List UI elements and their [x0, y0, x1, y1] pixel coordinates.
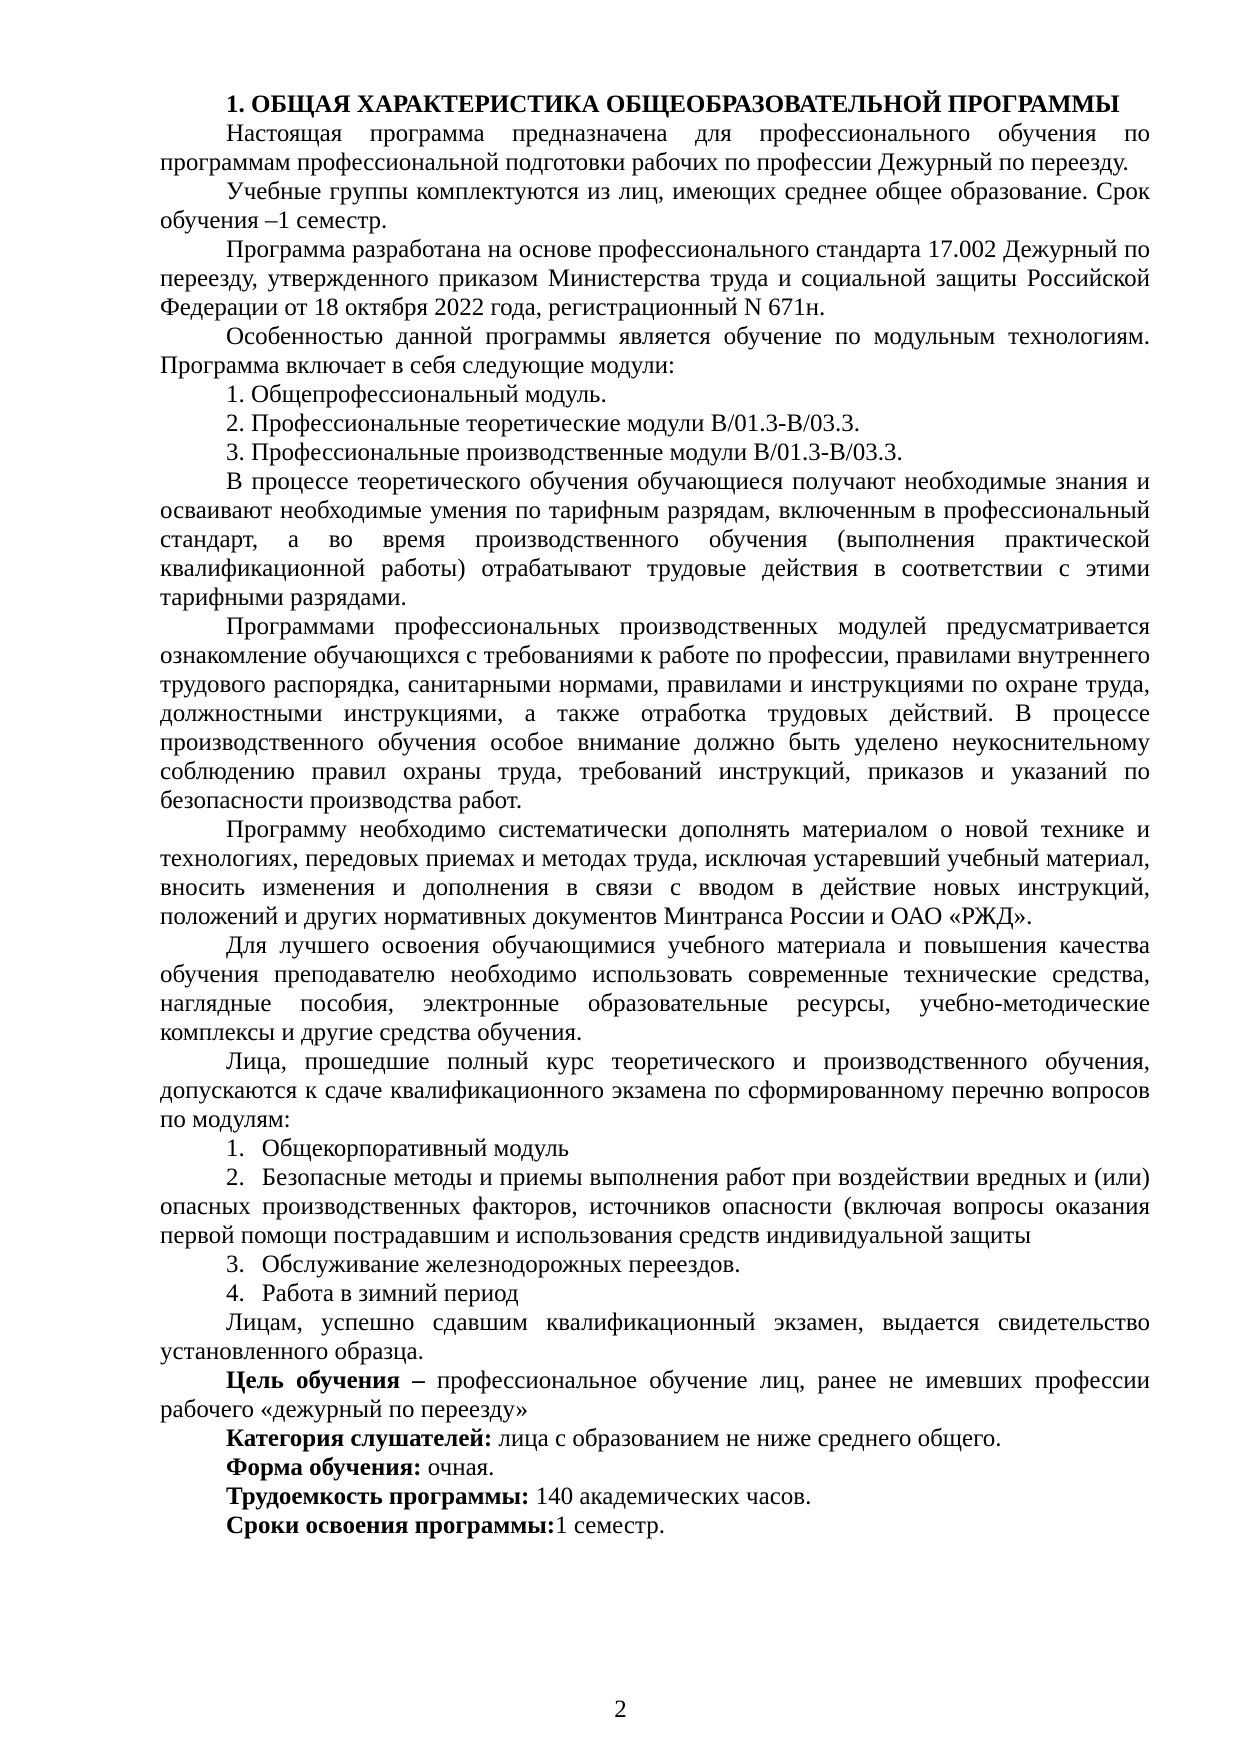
- exam-list-item: [160, 1163, 1150, 1250]
- detail-workload: [160, 1482, 1150, 1511]
- document-title: 1. ОБЩАЯ ХАРАКТЕРИСТИКА ОБЩЕОБРАЗОВАТЕЛЬНОЙ ПРОГРАММЫ: [226, 91, 1120, 118]
- modules-list-item: 2. Профессиональные теоретические модули В/01.3-В/03.3.: [226, 410, 860, 437]
- page-number: 2: [614, 1696, 627, 1723]
- detail-value: профессиональное обучение лиц, ранее не имевших профессии рабочего «дежурный по переезду»: [160, 1367, 1150, 1423]
- exam-list-item-text: Общекорпоративный модуль: [261, 1135, 570, 1162]
- paragraph-theory-process: В процессе теоретического обучения обучающиеся получают необходимые знания и осваивают необходимые умения по тарифным разрядам, включенным в профессиональный стандарт, а во время производственного обучения (выполнения практической квалификационной работы) отрабатывают трудовые действия в соответствии с этими тарифными разрядами.: [160, 468, 1150, 611]
- modules-list-item: 3. Профессиональные производственные модули В/01.3-В/03.3.: [226, 439, 903, 466]
- detail-label: Сроки освоения программы:: [226, 1512, 556, 1539]
- detail-value: 140 академических часов.: [535, 1483, 812, 1510]
- detail-category: [160, 1424, 1150, 1453]
- detail-value: 1 семестр.: [555, 1512, 665, 1539]
- exam-list-item-text: Работа в зимний период: [261, 1280, 519, 1307]
- exam-list-item-text: Обслуживание железнодорожных переездов.: [261, 1251, 741, 1278]
- detail-value: очная.: [427, 1454, 495, 1481]
- exam-list-item-number: 2.: [226, 1164, 245, 1191]
- paragraph-teaching-aids: Для лучшего освоения обучающимися учебного материала и повышения качества обучения преподавателю необходимо использовать современные технические средства, наглядные пособия, электронные образовательные ресурсы, учебно-методические комплексы и другие средства обучения.: [160, 932, 1150, 1046]
- page-footer: [0, 1695, 1241, 1724]
- paragraph-intro: Настоящая программа предназначена для профессионального обучения по программам профессиональной подготовки рабочих по профессии Дежурный по переезду.: [160, 120, 1150, 176]
- exam-list-item-number: 3.: [226, 1251, 245, 1278]
- exam-list-item: [160, 1134, 1150, 1163]
- paragraph-groups: Учебные группы комплектуются из лиц, имеющих среднее общее образование. Срок обучения –1 семестр.: [160, 178, 1150, 234]
- detail-label: Категория слушателей:: [226, 1425, 493, 1452]
- paragraph-exam-admission: Лица, прошедшие полный курс теоретического и производственного обучения, допускаются к сдаче квалификационного экзамена по сформированному перечню вопросов по модулям:: [160, 1048, 1150, 1133]
- exam-list-item-number: 1.: [226, 1135, 245, 1162]
- detail-goal: [160, 1366, 1150, 1424]
- detail-value: лица с образованием не ниже среднего общего.: [498, 1425, 1002, 1452]
- paragraph-production-modules: Программами профессиональных производственных модулей предусматривается ознакомление обучающихся с требованиями к работе по профессии, правилами внутреннего трудового распорядка, санитарными нормами, правилами и инструкциями по охране труда, должностными инструкциями, а также отработка трудовых действий. В процессе производственного обучения особое внимание должно быть уделено неукоснительному соблюдению правил охраны труда, требований инструкций, приказов и указаний по безопасности производства работ.: [160, 613, 1150, 814]
- exam-list-item: [160, 1279, 1150, 1308]
- paragraph-update-materials: Программу необходимо систематически дополнять материалом о новой технике и технологиях, передовых приемах и методах труда, исключая устаревший учебный материал, вносить изменения и дополнения в связи с вводом в действие новых инструкций, положений и других нормативных документов Минтранса России и ОАО «РЖД».: [160, 816, 1150, 930]
- exam-list-item-text: Безопасные методы и приемы выполнения работ при воздействии вредных и (или) опасных производственных факторов, источников опасности (включая вопросы оказания первой помощи пострадавшим и использования средств индивидуальной защиты: [160, 1164, 1150, 1249]
- detail-label: Цель обучения –: [226, 1367, 425, 1394]
- detail-form: [160, 1453, 1150, 1482]
- paragraph-standard: Программа разработана на основе профессионального стандарта 17.002 Дежурный по переезду, утвержденного приказом Министерства труда и социальной защиты Российской Федерации от 18 октября 2022 года, регистрационный N 671н.: [160, 236, 1150, 321]
- detail-label: Форма обучения:: [226, 1454, 422, 1481]
- modules-list-item: 1. Общепрофессиональный модуль.: [226, 381, 607, 408]
- detail-duration: [160, 1511, 1150, 1540]
- detail-label: Трудоемкость программы:: [226, 1483, 530, 1510]
- document-body: [160, 90, 1150, 1540]
- paragraph-modular: Особенностью данной программы является обучение по модульным технологиям. Программа включает в себя следующие модули:: [160, 323, 1150, 379]
- paragraph-certificate: Лицам, успешно сдавшим квалификационный экзамен, выдается свидетельство установленного образца.: [160, 1309, 1150, 1365]
- exam-list-item-number: 4.: [226, 1280, 245, 1307]
- exam-list-item: [160, 1250, 1150, 1279]
